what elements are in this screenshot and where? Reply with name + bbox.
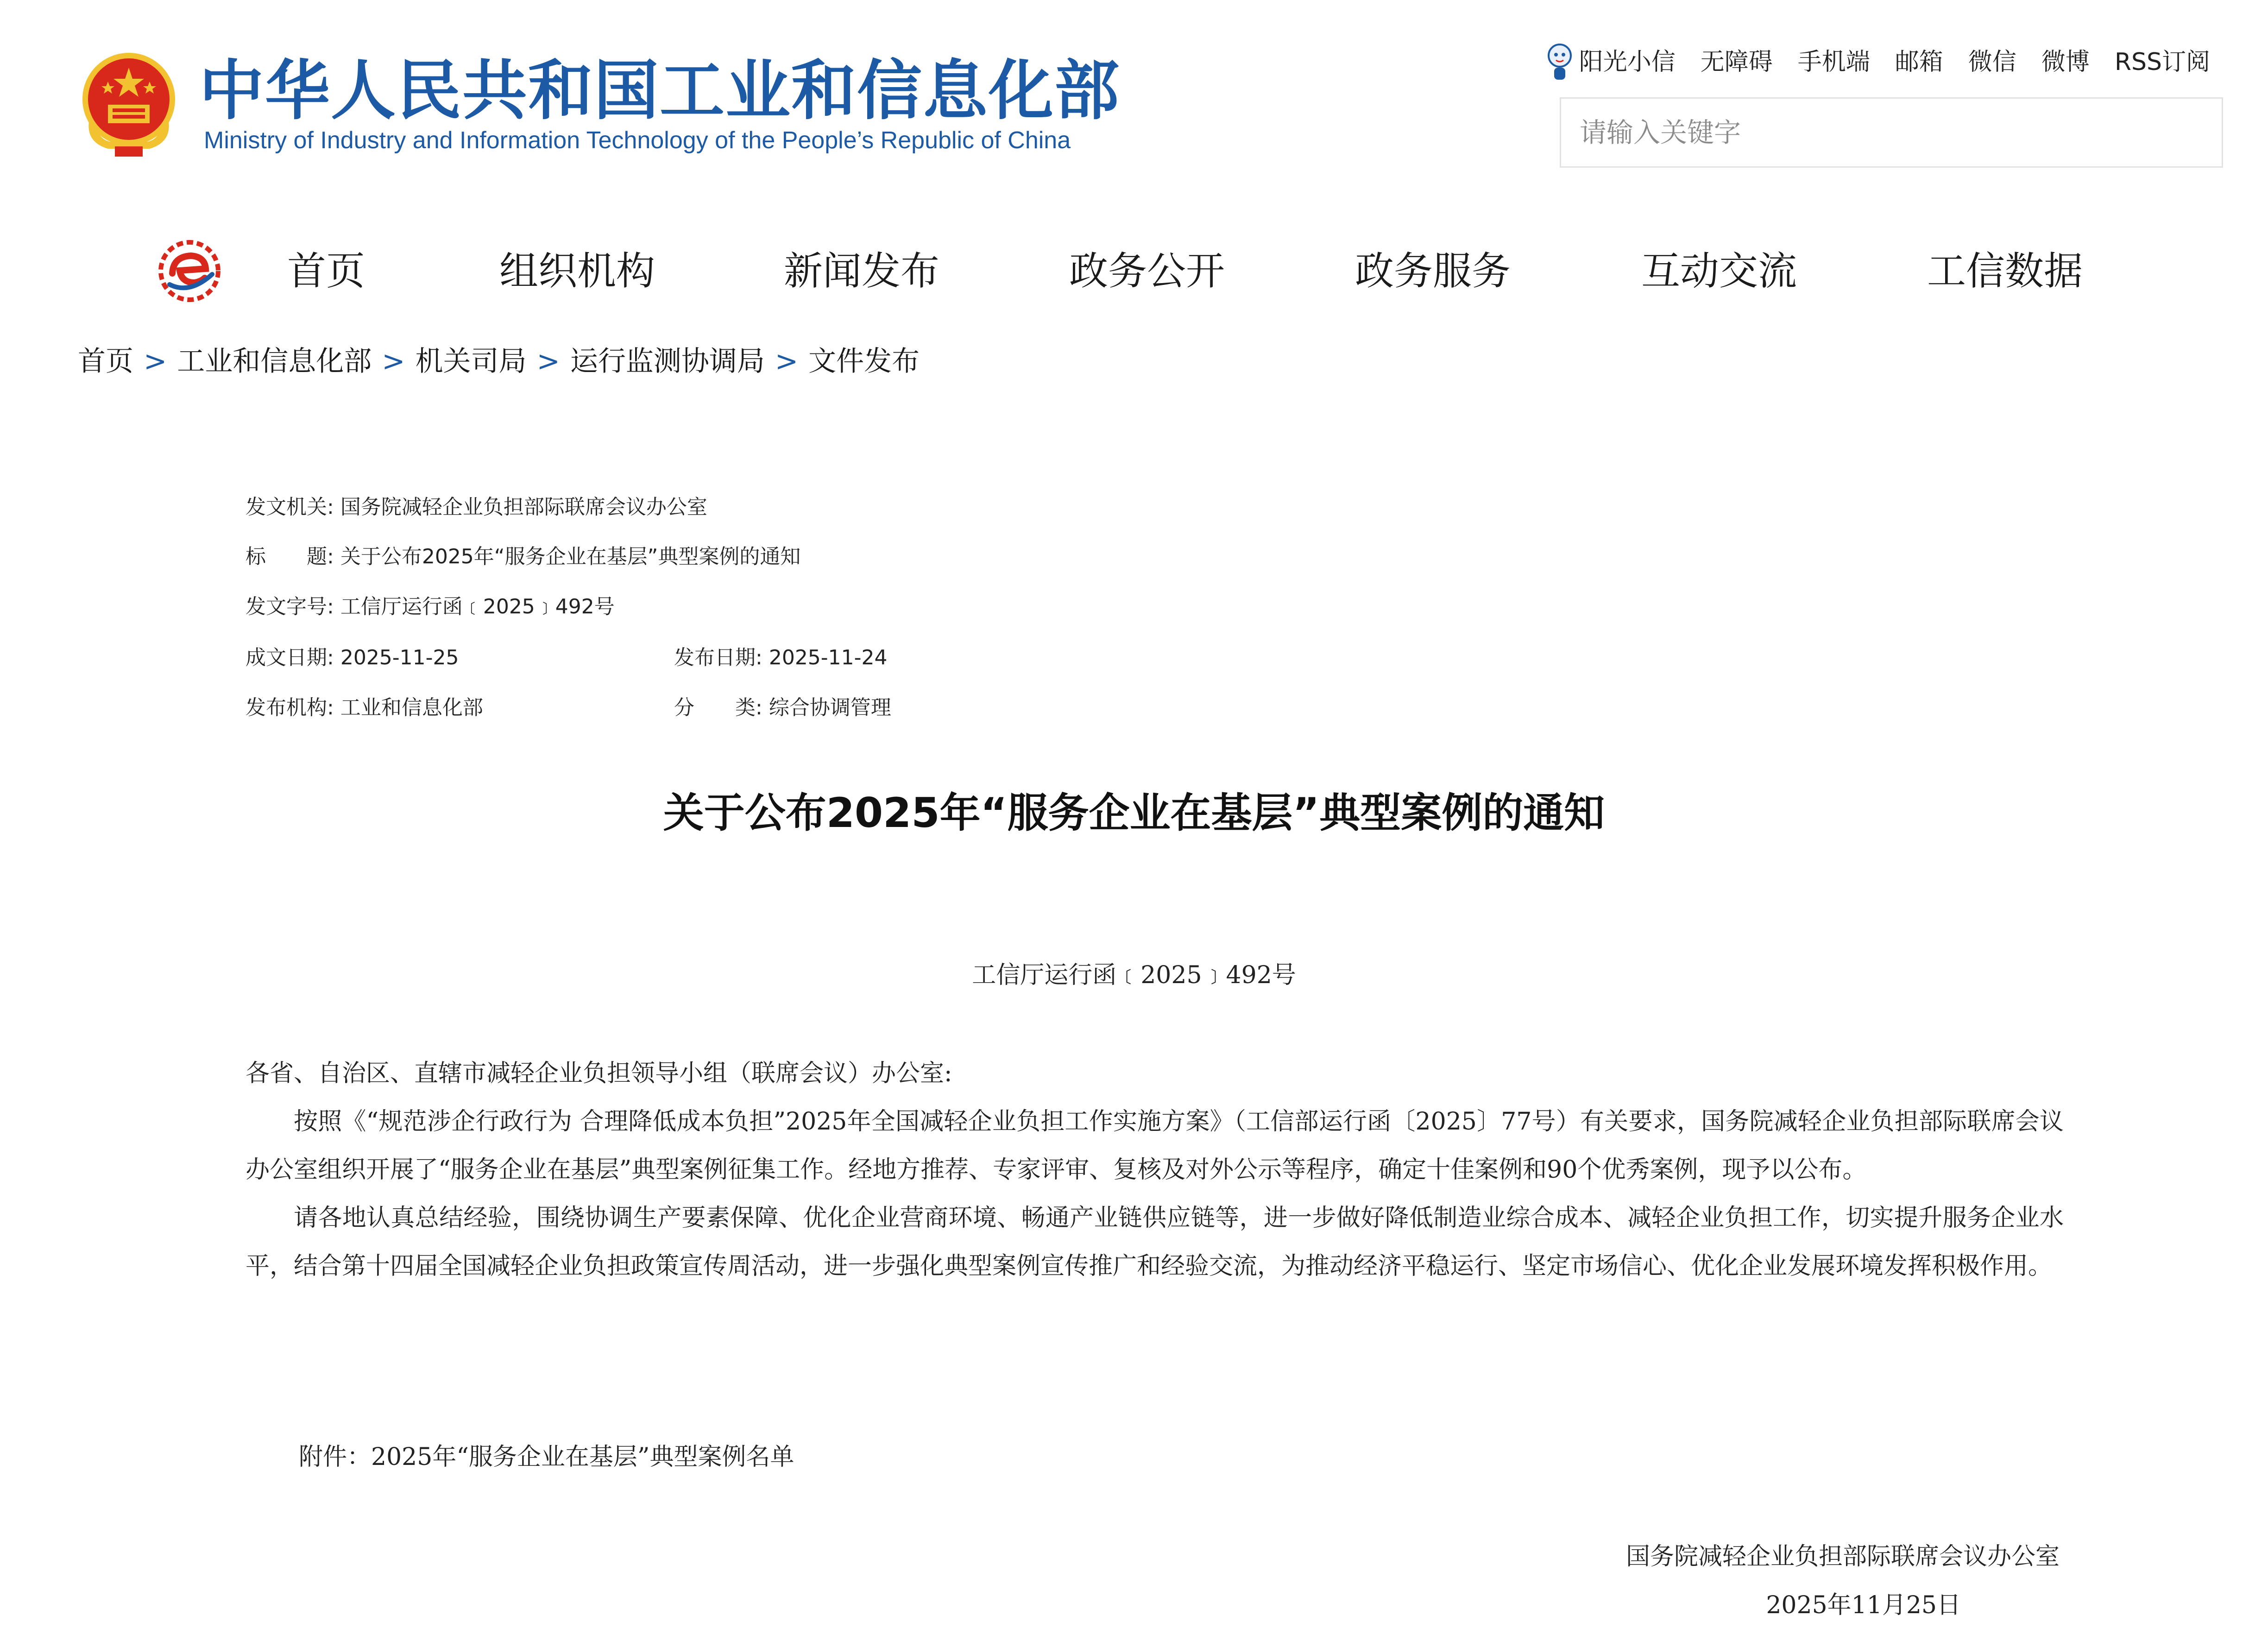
top-link-label: 阳光小信 (1579, 48, 1676, 76)
nav-item-interaction[interactable]: 互动交流 (1641, 248, 1797, 294)
article-attachment-link[interactable]: 附件：2025年“服务企业在基层”典型案例名单 (299, 1443, 794, 1471)
article-sign-date: 2025年11月25日 (1766, 1591, 1961, 1619)
meta-value: 工业和信息化部 (340, 696, 483, 719)
meta-label: 分 类: (674, 696, 762, 719)
breadcrumb-item[interactable]: 文件发布 (808, 345, 920, 378)
nav-item-gov-services[interactable]: 政务服务 (1355, 248, 1511, 294)
article-title: 关于公布2025年“服务企业在基层”典型案例的通知 (663, 789, 1605, 837)
meta-written-date (246, 644, 459, 672)
article-paragraph: 按照《“规范涉企行政行为 合理降低成本负担”2025年全国减轻企业负担工作实施方案》（工信部运行函〔2025〕77号）有关要求，国务院减轻企业负担部际联席会议办公室组织开展了“服务企业在基层”典型案例征集工作。经地方推荐、专家评审、复核及对外公示等程序，确定十佳案例和90个优秀案例，现予以公布。 (246, 1108, 2064, 1184)
nav-item-home[interactable]: 首页 (287, 248, 365, 294)
article-doc-number: 工信厅运行函﹝2025﹞492号 (972, 961, 1296, 989)
breadcrumb-item[interactable]: 机关司局 (415, 345, 527, 378)
top-link-mail[interactable]: 邮箱 (1895, 48, 1943, 76)
meta-label: 发文字号: (246, 595, 334, 618)
meta-publish-date (674, 644, 888, 672)
breadcrumb-separator: > (536, 345, 560, 378)
nav-item-data[interactable]: 工信数据 (1927, 248, 2083, 294)
article-salutation: 各省、自治区、直辖市减轻企业负担领导小组（联席会议）办公室: (246, 1060, 952, 1087)
breadcrumb-separator: > (144, 345, 167, 378)
nav-item-organization[interactable]: 组织机构 (499, 248, 655, 294)
site-subtitle-en: Ministry of Industry and Information Technology of the People’s Republic of China (204, 127, 1071, 154)
top-link-rss[interactable]: RSS订阅 (2114, 48, 2210, 76)
breadcrumb (78, 343, 920, 380)
article-body (246, 1049, 2064, 1290)
meta-value: 国务院减轻企业负担部际联席会议办公室 (340, 495, 707, 519)
top-link-mobile[interactable]: 手机端 (1797, 48, 1870, 76)
breadcrumb-item[interactable]: 首页 (78, 345, 133, 378)
top-utility-links (1547, 43, 2210, 82)
nav-item-news[interactable]: 新闻发布 (784, 248, 940, 294)
meta-doc-no (246, 593, 615, 621)
meta-value: 2025-11-24 (769, 646, 888, 669)
meta-label: 标 题: (246, 545, 334, 568)
meta-issuer (246, 493, 707, 521)
meta-category (674, 694, 891, 722)
meta-label: 发布机构: (246, 696, 334, 719)
meta-label: 发布日期: (674, 646, 762, 669)
meta-label: 成文日期: (246, 646, 334, 669)
meta-title (246, 543, 800, 571)
breadcrumb-separator: > (382, 345, 405, 378)
top-link-wechat[interactable]: 微信 (1968, 48, 2016, 76)
meta-publisher (246, 694, 483, 722)
meta-value: 关于公布2025年“服务企业在基层”典型案例的通知 (340, 545, 801, 568)
meta-label: 发文机关: (246, 495, 334, 519)
search-input[interactable] (1561, 99, 2222, 166)
nav-item-gov-affairs[interactable]: 政务公开 (1069, 248, 1225, 294)
top-link-accessibility[interactable]: 无障碍 (1700, 48, 1773, 76)
meta-value: 综合协调管理 (769, 696, 891, 719)
top-link-sunshine[interactable] (1547, 43, 1676, 82)
meta-value: 2025-11-25 (340, 646, 459, 669)
site-logo-icon (158, 240, 221, 303)
breadcrumb-item[interactable]: 工业和信息化部 (177, 345, 372, 378)
meta-value: 工信厅运行函﹝2025﹞492号 (340, 595, 615, 618)
top-link-weibo[interactable]: 微博 (2041, 48, 2090, 76)
sunshine-mascot-icon (1547, 43, 1573, 82)
article-paragraph: 请各地认真总结经验，围绕协调生产要素保障、优化企业营商环境、畅通产业链供应链等，进一步做好降低制造业综合成本、减轻企业负担工作，切实提升服务企业水平，结合第十四届全国减轻企业负担政策宣传周活动，进一步强化典型案例宣传推广和经验交流，为推动经济平稳运行、坚定市场信心、优化企业发展环境发挥积极作用。 (246, 1204, 2064, 1280)
breadcrumb-item[interactable]: 运行监测协调局 (570, 345, 765, 378)
national-emblem-icon (76, 49, 182, 160)
site-title: 中华人民共和国工业和信息化部 (199, 53, 1121, 129)
breadcrumb-separator: > (775, 345, 799, 378)
search-box (1560, 97, 2223, 168)
article-signer: 国务院减轻企业负担部际联席会议办公室 (1625, 1543, 2060, 1571)
